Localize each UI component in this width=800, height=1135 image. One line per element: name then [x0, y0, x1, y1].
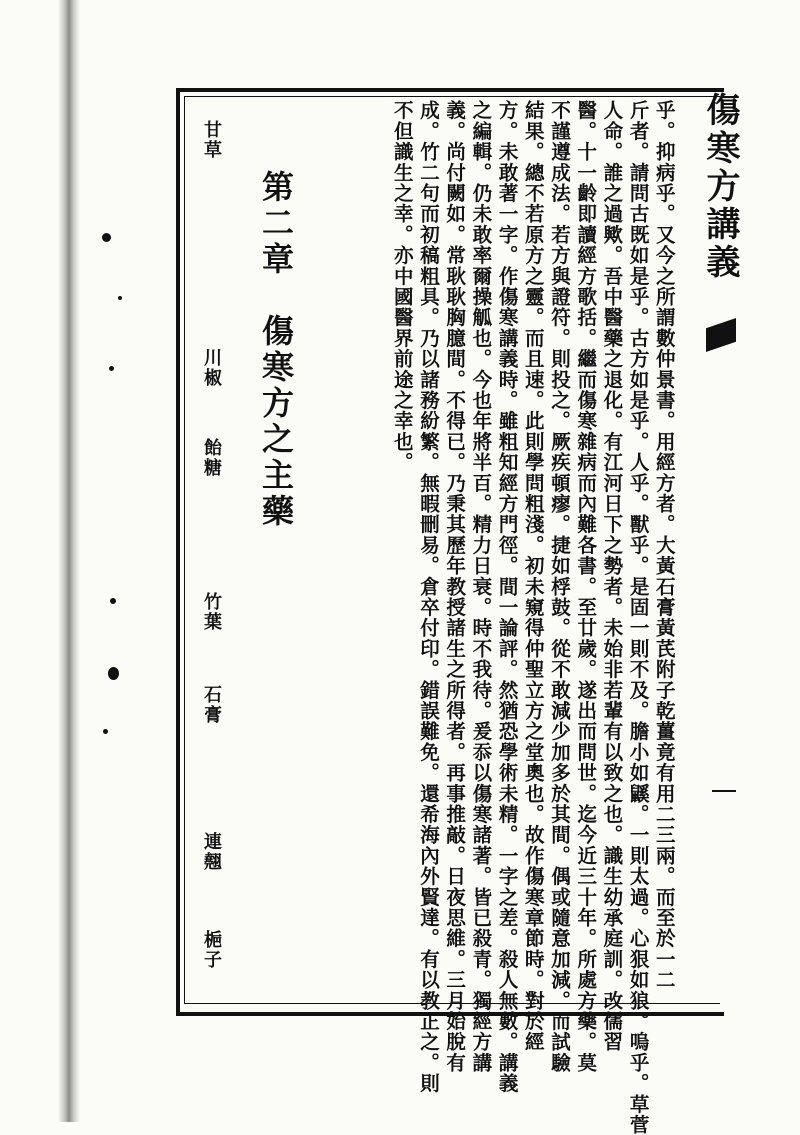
ink-speck: [102, 233, 111, 242]
margin-rule: [712, 790, 736, 792]
ink-speck: [110, 598, 116, 604]
text-line: 方。未敢著一字。作傷寒講義時。雖粗知經方門徑。間一論評。然猶恐學術未精。一字之差。殺人無數。講義: [495, 100, 519, 1094]
text-line: 結果。總不若原方之靈。而且速。此則學問粗淺。初未窺得仲聖立方之堂奧也。故作傷寒章節時。對於經: [521, 100, 545, 1053]
ingredient-item: 飴糖: [201, 438, 222, 478]
running-header: 傷寒方講義: [700, 92, 740, 282]
text-line: 義。尚付闕如。常耿耿胸臆間。不得已。乃秉其歷年教授諸生之所得者。再事推敲。日夜思維。三月始脫有: [443, 100, 467, 1073]
text-line: 人命。誰之過歟。吾中醫藥之退化。有江河日下之勢者。未始非若輩有以致之也。識生幼承庭訓。改儒習: [600, 100, 624, 1053]
main-text: [318, 100, 703, 1135]
ink-speck: [118, 296, 122, 300]
ingredient-item: 川椒: [201, 348, 222, 388]
text-line: 不但識生之幸。亦中國醫界前途之幸也。: [390, 100, 414, 473]
book-spine-shadow: [58, 0, 80, 1122]
ink-speck: [109, 366, 114, 371]
ingredient-item: 甘草: [201, 120, 222, 160]
ink-speck: [103, 729, 108, 734]
text-line: 不謹遵成法。若方與證符。則投之。厥疾頓瘳。捷如桴鼓。從不敢減少加多於其間。偶或隨意加減。而試驗: [547, 100, 571, 1073]
text-line: 斤者。請問古既如是乎。古方如是乎。人乎。獸乎。是固一則不及。膽小如鼷。一則太過。心狠如狼。嗚乎。草菅: [626, 100, 650, 1135]
ink-speck: [108, 667, 119, 680]
text-line: 醫。十一齡即讀經方歌括。繼而傷寒雜病而內難各書。至廿歲。遂出而問世。迄今近三十年。所處方藥。莫: [574, 100, 598, 1073]
ingredient-item: 石膏: [201, 685, 222, 725]
chapter-heading: 第二章 傷寒方之主藥: [257, 170, 295, 530]
ingredient-list: [200, 120, 244, 1000]
ingredient-item: 連翹: [201, 832, 222, 872]
text-line: 之編輯。仍未敢率爾操觚也。今也年將半百。精力日衰。時不我待。爰忝以傷寒諸著。皆已殺青。獨經方講: [469, 100, 493, 1073]
text-line: 乎。抑病乎。又今之所謂數仲景書。用經方者。大黃石膏黃芪附子乾薑竟有用二三兩。而至於一二: [652, 100, 676, 991]
text-line: 成。竹二句而初稿粗具。乃以諸務紛繁。無暇刪易。倉卒付印。錯誤難免。還希海內外賢達。有以教正之。則: [416, 100, 440, 1094]
ingredient-item: 梔子: [201, 930, 222, 970]
ingredient-item: 竹葉: [201, 592, 222, 632]
